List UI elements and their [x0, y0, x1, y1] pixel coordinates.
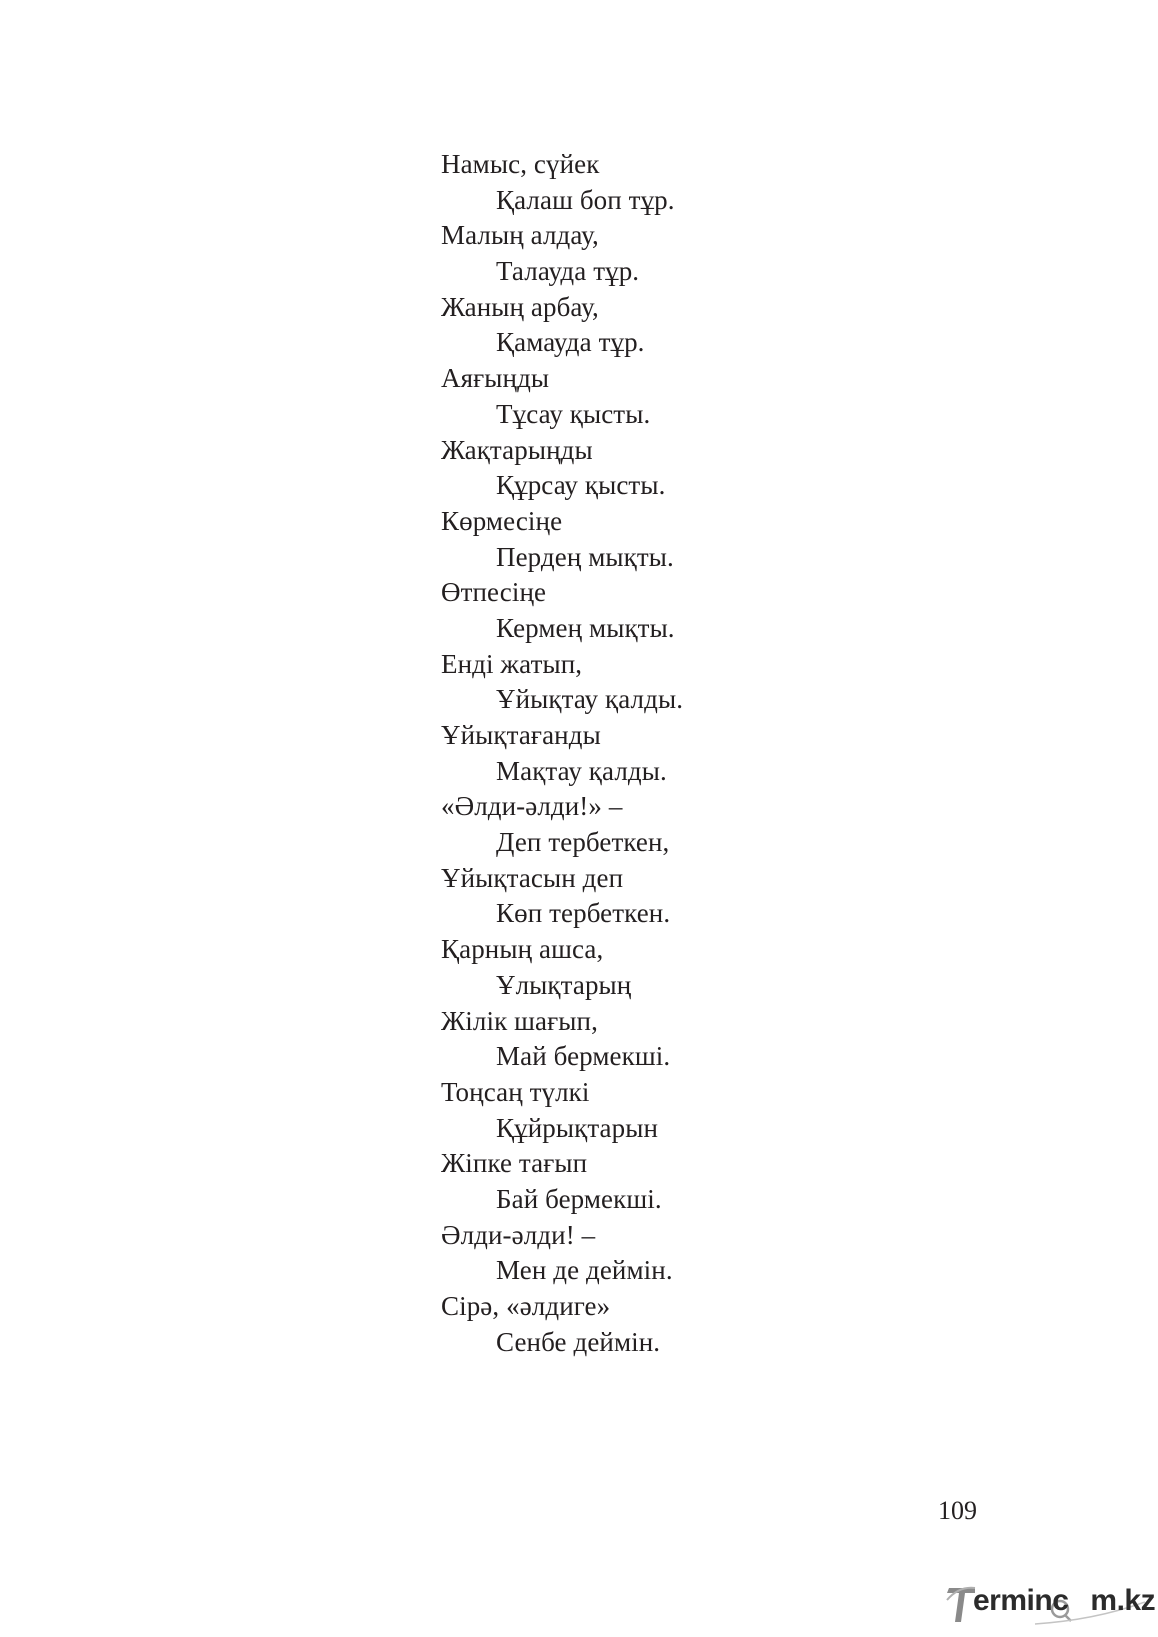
- poem-line: Жілік шағып,: [441, 1005, 598, 1036]
- poem-line: Аяғыңды: [441, 363, 550, 394]
- poem-line: Талауда тұр.: [496, 256, 640, 287]
- watermark-logo: [945, 1580, 1156, 1630]
- poem-line: Жіпке тағып: [441, 1148, 588, 1179]
- poem-line: Қарның ашса,: [441, 934, 604, 965]
- poem-line: Бай бермекші.: [496, 1183, 662, 1214]
- poem-line: Ұйықтау қалды.: [496, 684, 684, 715]
- poem-line: Мақтау қалды.: [496, 755, 667, 786]
- poem-line: Өтпесіңе: [441, 577, 547, 608]
- poem-line: «Әлди-әлди!» –: [441, 791, 623, 822]
- poem-line: Тоңсаң түлкі: [441, 1076, 590, 1107]
- poem-line: Енді жатып,: [441, 648, 583, 679]
- poem-line: Намыс, сүйек: [441, 149, 600, 179]
- poem-line: Кермең мықты.: [496, 612, 675, 643]
- poem: [441, 147, 683, 1360]
- poem-line: Малың алдау,: [441, 220, 599, 251]
- poem-line: Ұйықтасын деп: [441, 862, 624, 893]
- watermark-text: erminc m.kz: [973, 1584, 1156, 1617]
- poem-line: Ұлықтарың: [496, 969, 632, 1000]
- poem-line: Пердең мықты.: [496, 541, 674, 572]
- poem-line: Тұсау қысты.: [496, 398, 651, 429]
- poem-line: Мен де деймін.: [496, 1255, 673, 1286]
- poem-line: Жақтарыңды: [441, 434, 593, 465]
- poem-line: Қамауда тұр.: [496, 327, 645, 358]
- poem-line: Көрмесіңе: [441, 505, 563, 536]
- poem-line: Қалаш боп тұр.: [496, 184, 675, 215]
- poem-line: Жаның арбау,: [441, 291, 599, 322]
- poem-line: Құйрықтарын: [496, 1112, 659, 1143]
- poem-line: Май бермекші.: [496, 1041, 671, 1072]
- poem-line: Көп тербеткен.: [496, 898, 671, 929]
- poem-line: Деп тербеткен,: [496, 827, 670, 858]
- poem-line: Сенбе деймін.: [496, 1326, 661, 1357]
- poem-line: Әлди-әлди! –: [441, 1219, 596, 1250]
- poem-line: Ұйықтағанды: [441, 720, 601, 750]
- poem-line: Сірә, «әлдиге»: [441, 1291, 611, 1321]
- poem-line: Құрсау қысты.: [496, 470, 666, 501]
- page-number: 109: [938, 1496, 977, 1525]
